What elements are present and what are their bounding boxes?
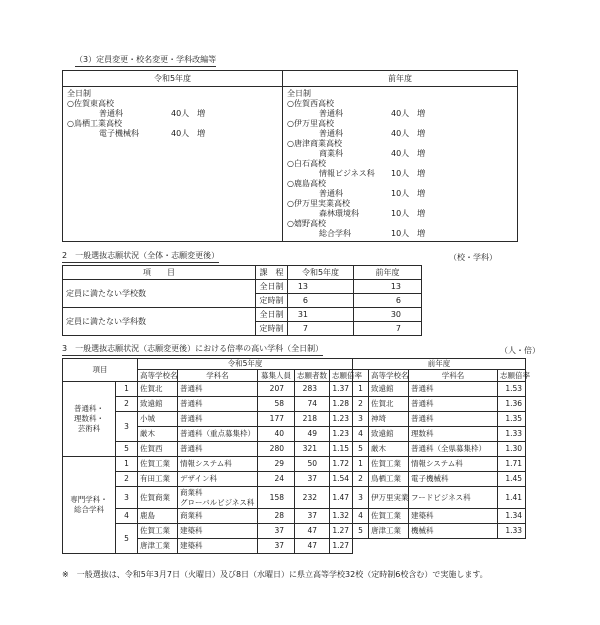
item-cell: 定員に満たない学校数 bbox=[63, 280, 256, 308]
prev-school-cell: 唐津工業 bbox=[369, 524, 409, 539]
reiwa5-value: 6 bbox=[288, 294, 354, 308]
dept-cell: デザイン科 bbox=[178, 472, 258, 487]
reiwa5-value: 7 bbox=[288, 322, 354, 336]
capacity-cell: 37 bbox=[258, 539, 295, 554]
school-cell: 致遠館 bbox=[138, 397, 178, 412]
school-name: ○鹿島高校 bbox=[287, 179, 326, 188]
header-prev-school: 高等学校名 bbox=[369, 370, 409, 382]
ratio-cell: 1.23 bbox=[330, 427, 353, 442]
prev-ratio-cell: 1.33 bbox=[498, 524, 526, 539]
dept-cell: 普通科 bbox=[178, 382, 258, 397]
school-cell: 有田工業 bbox=[138, 472, 178, 487]
dept-cell: 建築科 bbox=[178, 539, 258, 554]
reiwa5-value: 13 bbox=[288, 280, 354, 294]
ratio-cell: 1.32 bbox=[330, 509, 353, 524]
header-item: 項目 bbox=[63, 359, 138, 382]
applicants-cell: 37 bbox=[295, 509, 330, 524]
prev-ratio-cell: 1.41 bbox=[498, 487, 526, 509]
applicants-cell: 218 bbox=[295, 412, 330, 427]
capacity-cell: 58 bbox=[258, 397, 295, 412]
prev-ratio-cell: 1.30 bbox=[498, 442, 526, 457]
header-reiwa5-group: 令和5年度 bbox=[138, 359, 353, 370]
header-prev-ratio: 志願倍率 bbox=[498, 370, 526, 382]
prev-value: 13 bbox=[354, 280, 422, 294]
course-cell: 定時制 bbox=[256, 322, 288, 336]
school-cell: 唐津工業 bbox=[138, 539, 178, 554]
prev-ratio-cell: 1.33 bbox=[498, 427, 526, 442]
school-cell: 厳木 bbox=[138, 427, 178, 442]
school-cell: 佐賀北 bbox=[138, 382, 178, 397]
ratio-cell: 1.28 bbox=[330, 397, 353, 412]
school-name: ○伊万里実業高校 bbox=[287, 199, 350, 208]
prev-school-cell: 致遠館 bbox=[369, 427, 409, 442]
section-high-ratio-departments bbox=[62, 344, 600, 554]
header-course: 課 程 bbox=[256, 266, 288, 280]
prev-school-cell: 鳥栖工業 bbox=[369, 472, 409, 487]
high-ratio-table bbox=[62, 358, 531, 554]
prev-dept-cell: 情報システム科 bbox=[409, 457, 498, 472]
prev-dept-cell: 理数科 bbox=[409, 427, 498, 442]
ratio-cell: 1.23 bbox=[330, 412, 353, 427]
school-name: ○鳥栖工業高校 bbox=[67, 119, 122, 128]
header-prev-dept: 学科名 bbox=[409, 370, 498, 382]
school-name: ○佐賀東高校 bbox=[67, 99, 114, 108]
table-row bbox=[63, 509, 526, 524]
table-row bbox=[63, 487, 526, 509]
prev-dept-cell: 普通科 bbox=[409, 382, 498, 397]
table-row bbox=[63, 308, 422, 322]
table-row bbox=[63, 280, 422, 294]
capacity-cell: 207 bbox=[258, 382, 295, 397]
dept-cell: 普通科（重点募集枠） bbox=[178, 427, 258, 442]
dept-name: 普通科 bbox=[319, 109, 343, 118]
reiwa5-change-list bbox=[63, 87, 283, 242]
applicants-cell: 50 bbox=[295, 457, 330, 472]
school-cell: 鹿島 bbox=[138, 509, 178, 524]
header-applicants: 志願者数 bbox=[295, 370, 330, 382]
rank-cell: 5 bbox=[116, 442, 138, 457]
ratio-cell: 1.54 bbox=[330, 472, 353, 487]
dept-cell: 普通科 bbox=[178, 397, 258, 412]
prev-school-cell: 厳木 bbox=[369, 442, 409, 457]
under-capacity-table bbox=[62, 265, 422, 336]
capacity-cell: 40 bbox=[258, 427, 295, 442]
capacity-cell: 177 bbox=[258, 412, 295, 427]
prev-rank-cell: 3 bbox=[353, 487, 369, 509]
capacity-cell: 280 bbox=[258, 442, 295, 457]
prev-rank-cell: 2 bbox=[353, 397, 369, 412]
dept-name: 商業科 bbox=[319, 149, 343, 158]
course-cell: 全日制 bbox=[256, 308, 288, 322]
rank-cell: 1 bbox=[116, 457, 138, 472]
capacity-cell: 29 bbox=[258, 457, 295, 472]
header-prev-group: 前年度 bbox=[353, 359, 526, 370]
prev-school-cell: 神埼 bbox=[369, 412, 409, 427]
prev-rank-cell: 3 bbox=[353, 412, 369, 427]
school-name: ○唐津商業高校 bbox=[287, 139, 342, 148]
prev-ratio-cell: 1.36 bbox=[498, 397, 526, 412]
prev-rank-cell: 5 bbox=[353, 524, 369, 539]
school-cell: 佐賀工業 bbox=[138, 524, 178, 539]
capacity-change: 40人 増 bbox=[391, 149, 426, 158]
dept-name: 総合学科 bbox=[319, 229, 351, 238]
prev-school-cell: 佐賀北 bbox=[369, 397, 409, 412]
ratio-cell: 1.27 bbox=[330, 524, 353, 539]
school-name: ○伊万里高校 bbox=[287, 119, 334, 128]
capacity-change: 40人 増 bbox=[171, 109, 206, 118]
group-label-vocational: 専門学科・ 総合学科 bbox=[63, 457, 116, 554]
system-label: 全日制 bbox=[67, 89, 91, 98]
dept-name: 普通科 bbox=[319, 189, 343, 198]
dept-name: 情報ビジネス科 bbox=[319, 169, 375, 178]
dept-cell: 普通科 bbox=[178, 412, 258, 427]
group-label-general: 普通科・ 理数科・ 芸術科 bbox=[63, 382, 116, 457]
table-row bbox=[63, 382, 526, 397]
table-row bbox=[63, 397, 526, 412]
prev-school-cell: 佐賀工業 bbox=[369, 457, 409, 472]
section1-title: （3）定員変更・校名変更・学科改編等 bbox=[75, 55, 216, 67]
header-school: 高等学校名 bbox=[138, 370, 178, 382]
header-ratio: 志願倍率 bbox=[330, 370, 353, 382]
column-header-prev-year: 前年度 bbox=[283, 71, 518, 87]
school-name: ○嬉野高校 bbox=[287, 219, 326, 228]
ratio-cell: 1.37 bbox=[330, 382, 353, 397]
rank-cell: 4 bbox=[116, 509, 138, 524]
prev-rank-cell: 1 bbox=[353, 457, 369, 472]
capacity-cell: 28 bbox=[258, 509, 295, 524]
prev-dept-cell: 建築科 bbox=[409, 509, 498, 524]
applicants-cell: 47 bbox=[295, 524, 330, 539]
capacity-change: 10人 増 bbox=[391, 169, 426, 178]
prev-school-cell: 致遠館 bbox=[369, 382, 409, 397]
item-cell: 定員に満たない学科数 bbox=[63, 308, 256, 336]
header-dept: 学科名 bbox=[178, 370, 258, 382]
ratio-cell: 1.27 bbox=[330, 539, 353, 554]
table-row bbox=[63, 442, 526, 457]
rank-cell: 2 bbox=[116, 397, 138, 412]
school-cell: 佐賀商業 bbox=[138, 487, 178, 509]
course-cell: 定時制 bbox=[256, 294, 288, 308]
dept-name: 普通科 bbox=[319, 129, 343, 138]
prev-ratio-cell: 1.45 bbox=[498, 472, 526, 487]
prev-year-change-list bbox=[283, 87, 518, 242]
dept-cell: 普通科 bbox=[178, 442, 258, 457]
capacity-change: 10人 増 bbox=[391, 229, 426, 238]
ratio-cell: 1.15 bbox=[330, 442, 353, 457]
prev-value: 6 bbox=[354, 294, 422, 308]
prev-rank-cell: 4 bbox=[353, 509, 369, 524]
prev-school-cell: 佐賀工業 bbox=[369, 509, 409, 524]
ratio-cell: 1.47 bbox=[330, 487, 353, 509]
dept-cell: 商業科 bbox=[178, 509, 258, 524]
prev-dept-cell: フードビジネス科 bbox=[409, 487, 498, 509]
prev-dept-cell: 電子機械科 bbox=[409, 472, 498, 487]
capacity-cell: 24 bbox=[258, 472, 295, 487]
section2-title: 2 一般選抜志願状況（全体・志願変更後） bbox=[62, 251, 219, 263]
capacity-change: 40人 増 bbox=[391, 109, 426, 118]
header-prev-year: 前年度 bbox=[354, 266, 422, 280]
applicants-cell: 321 bbox=[295, 442, 330, 457]
prev-ratio-cell: 1.34 bbox=[498, 509, 526, 524]
applicants-cell: 74 bbox=[295, 397, 330, 412]
table-row bbox=[63, 412, 526, 427]
ratio-cell: 1.72 bbox=[330, 457, 353, 472]
capacity-change: 40人 増 bbox=[171, 129, 206, 138]
applicants-cell: 37 bbox=[295, 472, 330, 487]
dept-name: 電子機械科 bbox=[99, 129, 139, 138]
prev-ratio-cell: 1.35 bbox=[498, 412, 526, 427]
section-capacity-changes bbox=[62, 55, 600, 242]
rank-cell: 3 bbox=[116, 412, 138, 442]
prev-dept-cell: 普通科 bbox=[409, 397, 498, 412]
prev-dept-cell: 機械科 bbox=[409, 524, 498, 539]
rank-cell: 1 bbox=[116, 382, 138, 397]
section-overall-applications bbox=[62, 251, 600, 336]
empty-region bbox=[353, 539, 526, 554]
section3-unit-label: （人・倍） bbox=[500, 346, 540, 355]
prev-value: 30 bbox=[354, 308, 422, 322]
dept-cell: 商業科 グローバルビジネス科 bbox=[178, 487, 258, 509]
section2-unit-label: （校・学科） bbox=[449, 253, 497, 262]
rank-cell: 2 bbox=[116, 472, 138, 487]
prev-dept-cell: 普通科 bbox=[409, 412, 498, 427]
prev-value: 7 bbox=[354, 322, 422, 336]
applicants-cell: 49 bbox=[295, 427, 330, 442]
system-label: 全日制 bbox=[287, 89, 311, 98]
dept-cell: 建築科 bbox=[178, 524, 258, 539]
table-row bbox=[63, 472, 526, 487]
applicants-cell: 283 bbox=[295, 382, 330, 397]
prev-rank-cell: 1 bbox=[353, 382, 369, 397]
dept-name: 普通科 bbox=[99, 109, 123, 118]
prev-rank-cell: 4 bbox=[353, 427, 369, 442]
prev-ratio-cell: 1.71 bbox=[498, 457, 526, 472]
course-cell: 全日制 bbox=[256, 280, 288, 294]
prev-dept-cell: 普通科（全県募集枠） bbox=[409, 442, 498, 457]
applicants-cell: 232 bbox=[295, 487, 330, 509]
column-header-reiwa5: 令和5年度 bbox=[63, 71, 283, 87]
capacity-change: 40人 増 bbox=[391, 129, 426, 138]
dept-cell: 情報システム科 bbox=[178, 457, 258, 472]
footer-note: ※ 一般選抜は、令和5年3月7日（火曜日）及び8日（水曜日）に県立高等学校32校（定時制6校含む）で実施します。 bbox=[62, 570, 488, 579]
school-cell: 佐賀西 bbox=[138, 442, 178, 457]
applicants-cell: 47 bbox=[295, 539, 330, 554]
school-name: ○白石高校 bbox=[287, 159, 326, 168]
header-item: 項 目 bbox=[63, 266, 256, 280]
school-cell: 佐賀工業 bbox=[138, 457, 178, 472]
dept-name: 森林環境科 bbox=[319, 209, 359, 218]
school-name: ○佐賀西高校 bbox=[287, 99, 334, 108]
reiwa5-value: 31 bbox=[288, 308, 354, 322]
school-cell: 小城 bbox=[138, 412, 178, 427]
section3-title: 3 一般選抜志願状況（志願変更後）における倍率の高い学科（全日制） bbox=[62, 344, 323, 356]
rank-cell: 3 bbox=[116, 487, 138, 509]
table-row bbox=[63, 524, 526, 539]
prev-ratio-cell: 1.53 bbox=[498, 382, 526, 397]
rank-cell: 5 bbox=[116, 524, 138, 554]
capacity-change: 10人 増 bbox=[391, 189, 426, 198]
prev-rank-cell: 5 bbox=[353, 442, 369, 457]
prev-rank-cell: 2 bbox=[353, 472, 369, 487]
capacity-change: 10人 増 bbox=[391, 209, 426, 218]
header-capacity: 募集人員 bbox=[258, 370, 295, 382]
header-reiwa5: 令和5年度 bbox=[288, 266, 354, 280]
capacity-cell: 158 bbox=[258, 487, 295, 509]
prev-school-cell: 伊万里実業 bbox=[369, 487, 409, 509]
capacity-change-table bbox=[62, 70, 518, 242]
table-row bbox=[63, 457, 526, 472]
capacity-cell: 37 bbox=[258, 524, 295, 539]
